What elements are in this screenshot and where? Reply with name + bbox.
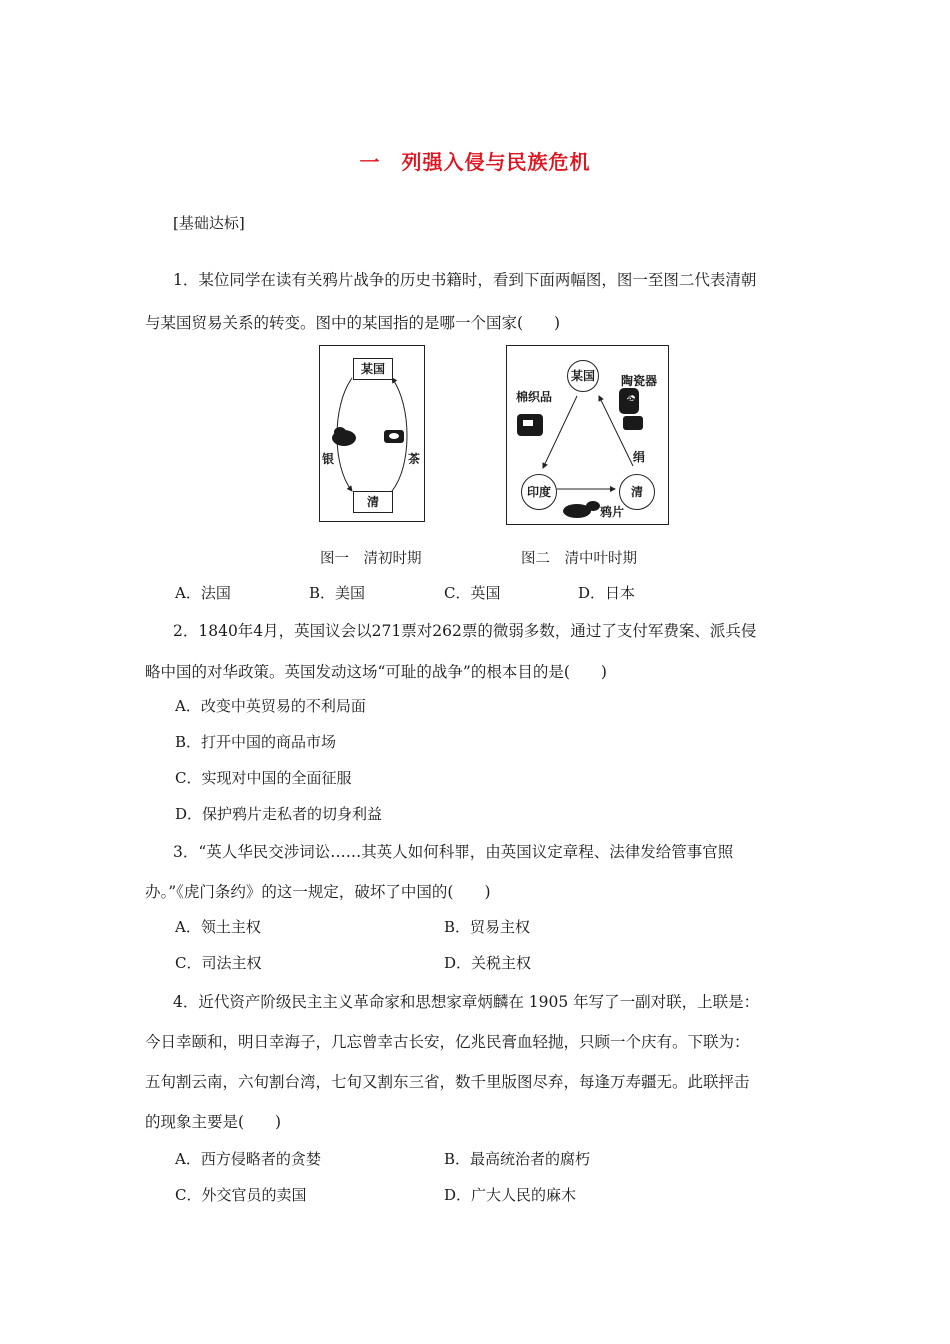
label-tea: 茶 xyxy=(623,392,636,406)
question-text: 今日幸颐和，明日幸海子，几忘曾幸古长安，亿兆民膏血轻抛，只顾一个庆有。下联为： xyxy=(145,1033,750,1051)
question-text: 3．“英人华民交涉词讼……其英人如何科罪，由英国议定章程、法律发给管事官照 xyxy=(173,843,734,861)
label-silk: 绢 xyxy=(633,450,646,464)
label-tea: 茶 xyxy=(408,452,421,466)
question-text: 与某国贸易关系的转变。图中的某国指的是哪一个国家( ) xyxy=(145,314,561,332)
option-a: A．法国 xyxy=(175,584,231,602)
question-text: 的现象主要是( ) xyxy=(145,1113,282,1131)
option-b: B．美国 xyxy=(309,584,366,602)
option-a: A．西方侵略者的贪婪 xyxy=(175,1150,321,1168)
figure-2-caption: 图二 清中叶时期 xyxy=(521,551,637,567)
question-text: 2．1840年4月，英国议会以271票对262票的微弱多数，通过了支付军费案、派兵侵 xyxy=(173,622,757,640)
option-c: C．英国 xyxy=(444,584,501,602)
node-foreign-country: 某国 xyxy=(353,358,393,380)
section-heading: [基础达标] xyxy=(173,214,245,232)
option-d: D．保护鸦片走私者的切身利益 xyxy=(175,805,383,823)
node-foreign-country: 某国 xyxy=(567,360,599,392)
option-b: B．打开中国的商品市场 xyxy=(175,733,337,751)
figure-1-caption: 图一 清初时期 xyxy=(320,551,422,567)
page-title: 一 列强入侵与民族危机 xyxy=(359,150,591,174)
node-qing: 清 xyxy=(619,474,655,510)
option-b: B．最高统治者的腐朽 xyxy=(444,1150,591,1168)
question-text: 4．近代资产阶级民主主义革命家和思想家章炳麟在 1905 年写了一副对联，上联是： xyxy=(173,993,760,1011)
node-qing: 清 xyxy=(353,491,393,513)
question-text: 五旬割云南，六旬割台湾，七旬又割东三省，数千里版图尽弃，每逢万寿疆无。此联抨击 xyxy=(145,1073,750,1091)
option-d: D．关税主权 xyxy=(444,954,532,972)
option-a: A．改变中英贸易的不利局面 xyxy=(175,697,366,715)
label-porcelain: 陶瓷器 xyxy=(621,374,658,388)
label-silver: 银 xyxy=(322,452,335,466)
figure-1 xyxy=(319,345,425,522)
figure-2 xyxy=(506,345,669,525)
option-c: C．外交官员的卖国 xyxy=(175,1186,307,1204)
option-d: D．日本 xyxy=(578,584,636,602)
option-c: C．司法主权 xyxy=(175,954,262,972)
option-d: D．广大人民的麻木 xyxy=(444,1186,577,1204)
question-text: 办。”《虎门条约》的这一规定，破坏了中国的( ) xyxy=(145,883,491,901)
option-a: A．领土主权 xyxy=(175,918,261,936)
label-cotton: 棉织品 xyxy=(516,390,553,404)
question-text: 略中国的对华政策。英国发动这场“可耻的战争”的根本目的是( ) xyxy=(145,663,607,681)
node-india: 印度 xyxy=(521,474,557,510)
question-text: 1．某位同学在读有关鸦片战争的历史书籍时，看到下面两幅图，图一至图二代表清朝 xyxy=(173,271,757,289)
option-b: B．贸易主权 xyxy=(444,918,531,936)
option-c: C．实现对中国的全面征服 xyxy=(175,769,352,787)
label-opium: 鸦片 xyxy=(600,505,625,519)
